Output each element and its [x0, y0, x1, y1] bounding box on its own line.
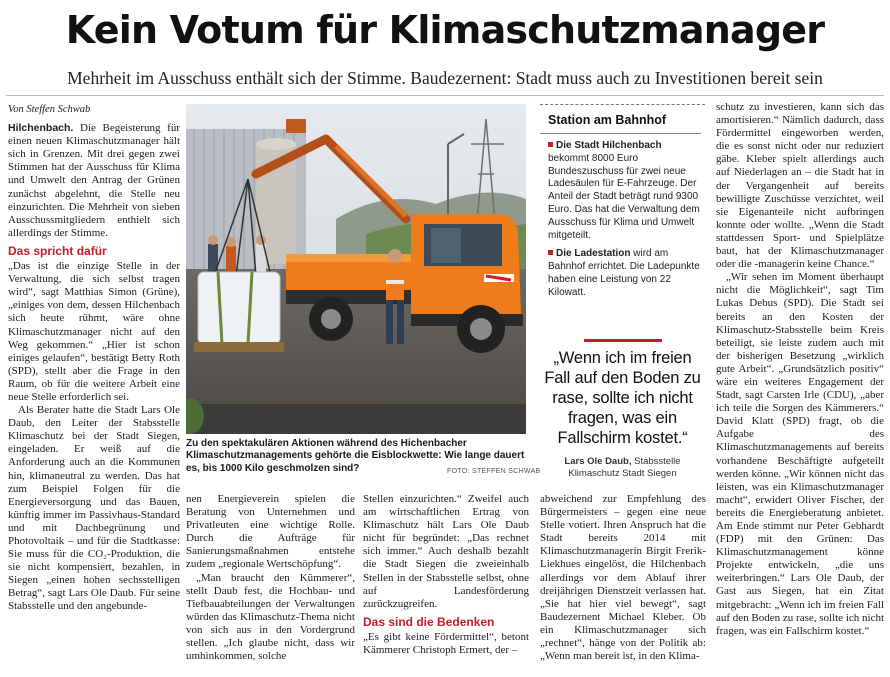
quote-author: Lars Ole Daub, Stabsstelle Klimaschutz Stadt Siegen: [564, 456, 681, 479]
dateline-place: Hilchenbach.: [8, 122, 74, 135]
pull-quote: [540, 335, 705, 480]
column-3: [363, 493, 529, 657]
quote-rule: [584, 339, 662, 342]
intro-paragraph: Die Begeisterung für einen neuen Klimaschutzmanager hält sich in Grenzen. Mit drei gegen zwei Stimmen hat der Ausschuss für Klima und Umwelt den Antrag der Grünen zunächst abgelehnt, die Stelle neu einzurichten. Die Mehrheit von sieben Ausschussmitgliedern enthielt sich allerdings der Stimme.: [8, 122, 181, 239]
column-1: [8, 103, 180, 614]
info-box: [540, 104, 705, 326]
paragraph: „Wir sehen im Moment überhaupt nicht die Möglichkeit“, sagt Tim Lukas Debus (SPD). Die Stadt sei bereits an den Kosten der Klimaschutz-Stabsstelle beim Kreis beteiligt, sie leiste zudem auch mit der bisherigen Besetzung „wirklich gute Arbeit“. „Grundsätzlich positiv“ wäre ein weiteres Engagement der Stadt, sagt Carsten Irle (CDU), „aber ich teile die Sorgen des Kämmerers.“ David Klatt (SPD) fragt, ob die Aufgabe des Klimaschutzmanagements auf bereits vorhandene Beschäftigte aufgeteilt werden könne. „Wir können nicht das leisten, was ein Klimaschutzmanager macht“, erwidert Oliver Fischer, der bereits die Energieberatung anbietet. Am Ende stimmt nur Peter Gebhardt (FDP) mit den Grünen: Das Klimaschutzmanagement könne Projekte entwickeln, „die uns weiterbringen.“ Lars Ole Daub, der Gast aus Siegen, hat ein Zitat mitgebracht: „Wenn ich im freien Fall auf den Boden zu rase, sollte ich nicht fragen, was ein Fallschirm kostet.“: [716, 271, 885, 637]
quote-text: „Wenn ich im freien Fall auf den Boden zu rase, sollte ich nicht fragen, was ein Fallschirm kostet.“: [544, 349, 701, 447]
column-2: [186, 493, 355, 663]
photo-caption: Zu den spektakulären Aktionen während des Hichenbacher Klimaschutzmanagements gehörte die Eisblockwette: Wie lange dauert es, bis 1000 Kilo geschmolzen sind?: [186, 438, 525, 474]
paragraph: „Es gibt keine Fördermittel“, betont Kämmerer Christoph Ermert, der –: [363, 630, 529, 657]
paragraph: „Man braucht den Kümmerer“, stellt Daub fest, die Hochbau- und Tiefbauabteilungen der Verwaltungen würden das Klimaschutz-Thema nicht von sich aus in den Vordergrund stellen. „Ich glaube nicht, dass wir umhinkommen, solche: [186, 571, 355, 663]
paragraph: nen Energieverein spielen die Beratung von Unternehmen und Privatleuten eine wichtige Rolle. Durch die Aufträge für Sanierungsmaßnahmen entstehe zudem „regionale Wertschöpfung“.: [186, 493, 355, 571]
square-bullet-icon: [548, 250, 553, 255]
photo-credit: FOTO: STEFFEN SCHWAB: [447, 468, 541, 475]
info-box-item: Die Stadt Hilchenbach bekommt 8000 Euro Bundeszuschuss für zwei neue Ladesäulen für E-Fahrzeuge. Der Anteil der Stadt beträgt rund 9300 Euro. Das hat die Verwaltung dem Ausschuss für Klima und Umwelt mitgeteilt.: [548, 140, 700, 241]
info-box-item: Die Ladestation wird am Bahnhof errichtet. Die Ladepunkte haben eine Leistung von 22 Kilowatt.: [548, 248, 700, 298]
article-photo: [186, 104, 526, 434]
paragraph: abweichend zur Empfehlung des Bürgermeisters – gegen eine neue Stelle votiert. Ihren Anspruch hat die Stadt bereits 2014 mit Klimaschutzmanagerin Birgit Frerik-Liekhues eingelöst, die Hilchenbach allerdings vor dem Ablauf ihrer dreijährigen Dienstzeit verlassen hat. „Sie hat hier viel bewegt“, sagt Baudezernent Michael Kleber. Ob ein Klimaschutzmanager sich „rechnet“, hänge von der Politik ab: „Wenn man bereit ist, in den Klima-: [540, 493, 706, 663]
square-bullet-icon: [548, 142, 553, 147]
info-box-title: Station am Bahnhof: [540, 105, 701, 134]
paragraph: „Das ist die einzige Stelle in der Verwaltung, die sich selbst tragen wird“, sagt Matthias Simon (Grüne), „einiges von dem, dessen Hilchenbach sich heute rühmt, wäre ohne Klimaschutzmanager nicht auf den Weg gekommen.“ „Hier ist schon einiges gelaufen“, bestätigt Betty Roth (SPD), stellt aber die Frage in den Raum, ob für die weitere Arbeit eine neue Stelle erforderlich sei.: [8, 260, 180, 403]
headline: Kein Votum für Klimaschutzmanager: [65, 8, 825, 52]
column-5: [716, 101, 884, 638]
truck-crane-photo: [186, 104, 526, 434]
subheading-pro: Das spricht dafür: [8, 243, 107, 258]
subheading-contra: Das sind die Bedenken: [363, 614, 495, 629]
paragraph: Stellen einzurichten.“ Zweifel auch am wirtschaftlichen Ertrag von Klimaschutz hält Lars Ole Daub nicht für begründet: „Das rechnet sich immer.“ Auch deshalb bezahlt die Stadt Siegen die zweieinhalb Stellen in der Stabsstelle selbst, ohne auf Landesförderung zurückzugreifen.: [363, 493, 529, 610]
header-rule: [6, 95, 884, 96]
subline: Mehrheit im Ausschuss enthält sich der Stimme. Baudezernent: Stadt muss auch zu Investitionen bereit sein: [67, 68, 823, 88]
column-4: [540, 493, 706, 663]
author-line: Von Steffen Schwab: [8, 104, 91, 115]
paragraph: Als Berater hatte die Stadt Lars Ole Daub, den Leiter der Stabsstelle Klimaschutz bei der Stadt Siegen, eingeladen. Er weiß auf die Anforderung auch an die Kommunen hin, klimaneutral zu werden. Das hat zum Beispiel Folgen für die Energieversorgung und das Bauen, künftig immer im Passivhaus-Standard und mit Dachbegrünung und Photovoltaik – und für die Stadtkasse: Sie muss für die CO₂-Produktion, die sie nicht kompensiert, bezahlen, in Siegen „einen hohen sechsstelligen Betrag“, sagt Lars Ole Daub. Für seine Stabsstelle und den angebunde-: [8, 404, 180, 613]
paragraph: schutz zu investieren, kann sich das amortisieren.“ Nämlich dadurch, dass Fördermittel eingeworben werden, die es sonst nicht oder nur reduziert gäbe. Kleber spielt allerdings auch auf Niederlagen an – die Stadt hat in der Vergangenheit auf bereits bewilligte Zuschüsse verzichtet, weil sie Eigenanteile nicht aufbringen konnte oder wollte. „Wenn die Stadt stattdessen Sport- und Spielplätze baut, hat der Klimaschutzmanager oder die -managerin keine Chance.“: [716, 101, 884, 271]
